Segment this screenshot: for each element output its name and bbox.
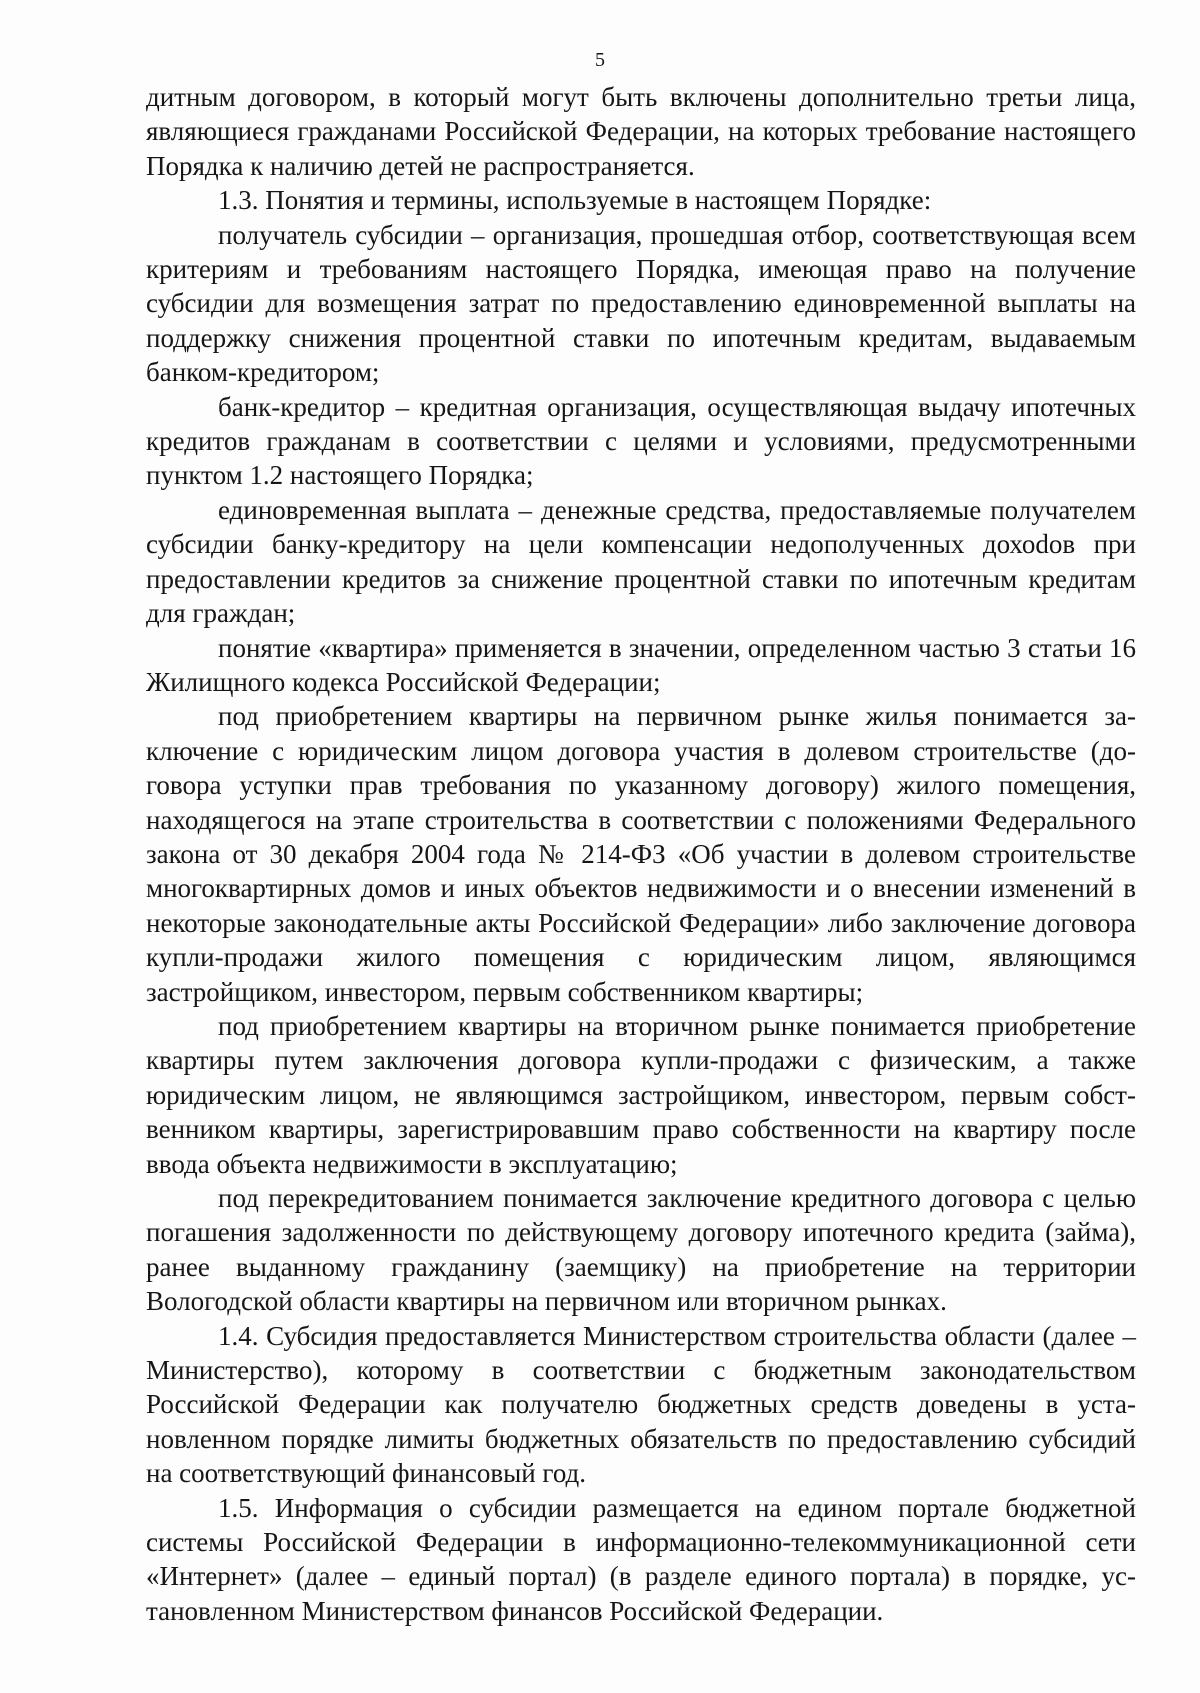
- paragraph-subsidy-recipient-definition: получатель субсидии – организация, прошедшая отбор, соответствующая всем критериям и требованиям настоящего Порядка, имеющая право на получение субсидии для возмещения затрат по предоставлению единовременной выплаты на поддержку снижения процентной ставки по ипотечным кредитам, выдаваемым банком-кредитором;: [146, 219, 1136, 388]
- paragraph-continuation: дитным договором, в который могут быть включены дополнительно третьи лица, являющиеся гражданами Российской Федерации, на которых требование настоящего Порядка к наличию детей не распространяется.: [146, 82, 1136, 181]
- paragraph-creditor-bank-definition: банк-кредитор – кредитная организация, осуществляющая выдачу ипотечных кредитов гражданам в соответствии с целями и условиями, предусмотренными пунктом 1.2 настоящего Порядка;: [146, 391, 1136, 491]
- paragraph-secondary-market-definition: под приобретением квартиры на вторичном рынке понимается приобретение квартиры путем заключения договора купли-продажи с физическим, а также юридическим лицом, не являющимся застройщиком, инвестором, первым собственником квартиры, зарегистрировавшим право собственности на квартиру после ввода объекта недвижимости в эксплуатацию;: [146, 1010, 1136, 1179]
- paragraph-apartment-definition: понятие «квартира» применяется в значении, определенном частью 3 статьи 16 Жилищного кодекса Российской Федерации;: [146, 632, 1136, 697]
- paragraph-refinancing-definition: под перекредитованием понимается заключение кредитного договора с целью погашения задолженности по действующему договору ипотечного кредита (займа), ранее выданному гражданину (заемщику) на приобретение на территории Вологодской области квартиры на первичном или вторичном рынках.: [146, 1183, 1136, 1317]
- document-body: [146, 80, 1136, 1628]
- paragraph-section-1-4: 1.4. Субсидия предоставляется Министерством строительства области (далее – Министерство), которому в соответствии с бюджетным законодательством Российской Федерации как получателю бюджетных средств доведены в установленном порядке лимиты бюджетных обязательств по предоставлению субсидий на соответствующий финансовый год.: [146, 1320, 1136, 1489]
- paragraph-section-1-5: 1.5. Информация о субсидии размещается на едином портале бюджетной системы Российской Федерации в информационно-телекоммуникационной сети «Интернет» (далее – единый портал) (в разделе единого портала) в порядке, установленном Министерством финансов Российской Федерации.: [146, 1492, 1136, 1626]
- paragraph-section-1-3-heading: 1.3. Понятия и термины, используемые в настоящем Порядке:: [218, 185, 932, 216]
- page-number: 5: [595, 49, 605, 71]
- paragraph-primary-market-definition: под приобретением квартиры на первичном рынке жилья понимается заключение с юридическим лицом договора участия в долевом строительстве (договора уступки прав требования по указанному договору) жилого помещения, находящегося на этапе строительства в соответствии с положениями Федерального закона от 30 декабря 2004 года № 214-ФЗ «Об участии в долевом строительстве многоквартирных домов и иных объектов недвижимости и о внесении изменений в некоторые законодательные акты Российской Федерации» либо заключение договора купли-продажи жилого помещения с юридическим лицом, являющимся застройщиком, инвестором, первым собственником квартиры;: [146, 701, 1136, 1007]
- paragraph-lump-sum-payment-definition: единовременная выплата – денежные средства, предоставляемые получателем субсидии банку-кредитору на цели компенсации недополученных дохоdов при предоставлении кредитов за снижение процентной ставки по ипотечным кредитам для граждан;: [146, 494, 1136, 629]
